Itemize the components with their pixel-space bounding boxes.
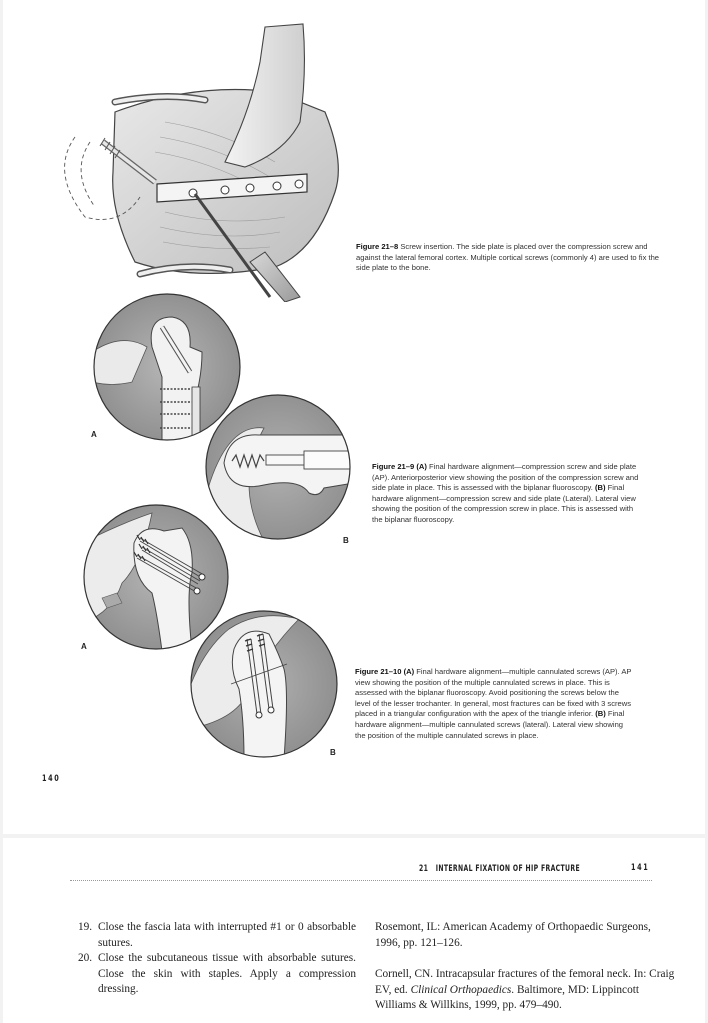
surgical-incision-drawing <box>45 12 365 302</box>
step-text: Close the subcutaneous tissue with absorbable sutures. Close the skin with staples. Apply a compression dressing. <box>98 952 356 995</box>
figure-21-10-caption <box>355 667 635 741</box>
figure-21-8-illustration <box>45 12 365 302</box>
reference-book-title: Clinical Orthopaedics <box>410 983 512 996</box>
reference-text: Cornell, CN. Intracapsular fractures of the femoral neck. In: Craig EV, ed. <box>375 968 675 996</box>
panel-label-b: B <box>330 748 336 757</box>
panel-label-b: B <box>343 536 349 545</box>
part-a-text: Final hardware alignment—compression screw and side plate (AP). Anteriorposterior view showing the position of the compression screw and side plate in place. This is assessed with the biplanar fluoroscopy. <box>372 462 639 493</box>
procedure-steps <box>78 920 356 998</box>
step-item <box>78 920 356 951</box>
step-number: 19. <box>78 921 93 933</box>
chapter-number: 21 <box>419 864 429 874</box>
figure-21-8-caption <box>356 242 666 274</box>
page-number: 141 <box>631 863 650 873</box>
chapter-title: INTERNAL FIXATION OF HIP FRACTURE <box>435 864 580 874</box>
step-text: Close the fascia lata with interrupted #1 or 0 absorbable sutures. <box>98 921 356 949</box>
part-a-label: (A) <box>403 667 415 676</box>
step-number: 20. <box>78 952 93 964</box>
references <box>375 920 675 1014</box>
part-b-label: (B) <box>595 709 606 719</box>
figure-21-9-caption <box>372 462 642 526</box>
panel-label-a: A <box>81 642 87 651</box>
panel-label-a: A <box>91 430 97 439</box>
page-140 <box>3 0 705 834</box>
part-b-label: (B) <box>595 483 606 493</box>
reference-item <box>375 967 675 1014</box>
figure-label: Figure 21–9 <box>372 462 415 471</box>
part-b-text: Final hardware alignment—compression screw and side plate (Lateral). Lateral view showing the position of the compression screw in place. This is assessed with the biplanar fluoroscopy. <box>372 483 636 524</box>
figure-21-10b-illustration <box>189 609 339 759</box>
page-141 <box>3 838 705 1023</box>
step-item <box>78 951 356 998</box>
caption-text: Screw insertion. The side plate is placed over the compression screw and against the lateral femoral cortex. Multiple cortical screws (commonly 4) are used to fix the side plate to the bone. <box>356 242 660 273</box>
part-b-text: Final hardware alignment—multiple cannulated screws (lateral). Lateral view showing the position of the multiple cannulated screws in place. <box>355 709 625 740</box>
hip-lateral-cannulated-screws-drawing <box>189 609 339 759</box>
part-a-label: (A) <box>416 462 427 471</box>
reference-text: . Baltimore, MD: Lippincott Williams & Willkins, 1999, pp. 479–490. <box>375 983 639 1011</box>
part-a-text: Final hardware alignment—multiple cannulated screws (AP). AP view showing the position of the multiple cannulated screws in place. This is assessed with the biplanar fluoroscopy. Avoid positioning the screws below the level of the lesser trochanter. In general, most fractures can be fixed with 3 screws placed in a triangular configuration with the apex of the triangle inferior. <box>355 667 632 719</box>
reference-item: Rosemont, IL: American Academy of Orthopaedic Surgeons, 1996, pp. 121–126. <box>375 921 651 949</box>
running-head <box>419 864 580 874</box>
figure-label: Figure 21–8 <box>356 242 399 251</box>
header-rule <box>70 880 652 881</box>
figure-label: Figure 21–10 <box>355 667 402 676</box>
page-number: 140 <box>42 774 61 784</box>
